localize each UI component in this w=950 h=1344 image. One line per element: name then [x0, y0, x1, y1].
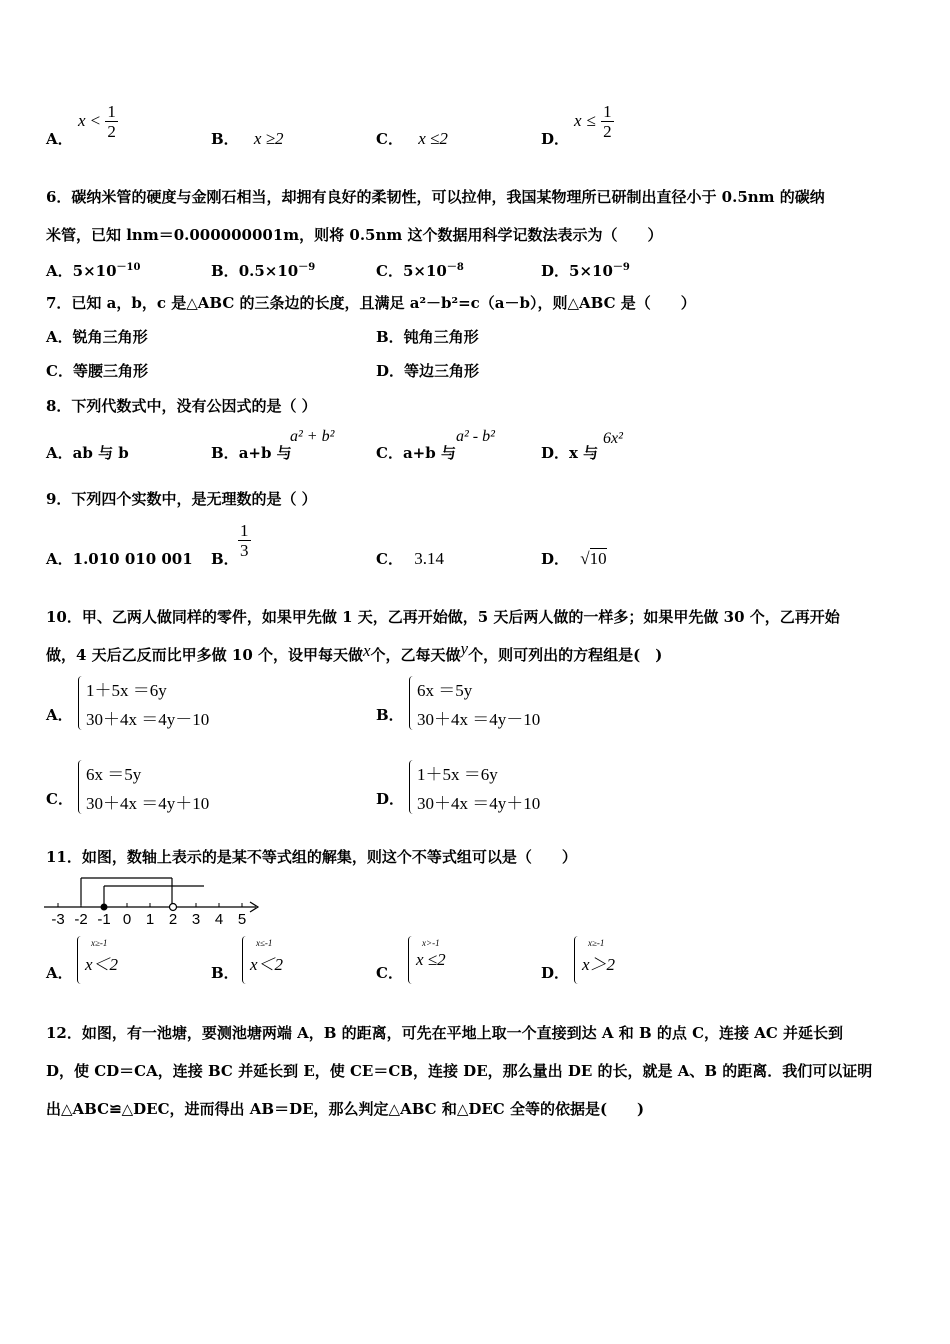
q5-option-c[interactable]: C． x ≤2: [376, 129, 448, 148]
q11-option-c[interactable]: C．: [376, 964, 403, 982]
fraction: $\frac{1}{2}$: [603, 102, 612, 141]
fraction: $\frac{1}{2}$: [107, 102, 116, 141]
tick-label: 1: [145, 911, 155, 928]
tick-label: -2: [74, 911, 88, 928]
q8-option-d-math: 6x²: [603, 430, 623, 447]
q9-option-d[interactable]: D． √10: [541, 549, 607, 568]
q7-option-d[interactable]: D．等边三角形: [376, 362, 480, 380]
q10-stem-line2: 做，4 天后乙反而比甲多做 10 个，设甲每天做x个，乙每天做y个，则可列出的方程组是( ): [46, 639, 663, 664]
q9-option-b-fraction: $\frac{1}{3}$: [240, 521, 249, 560]
q10-stem-line1: 10．甲、乙两人做同样的零件，如果甲先做 1 天，乙再开始做，5 天后两人做的一样多；如果甲先做 30 个，乙再开始: [46, 608, 840, 626]
q7-stem: 7．已知 a，b，c 是△ABC 的三条边的长度，且满足 a²－b²=c（a－b），则△ABC 是（ ）: [46, 294, 696, 312]
q6-stem-line2: 米管，已知 lnm＝0.000000001m，则将 0.5nm 这个数据用科学记数法表示为（ ）: [46, 226, 663, 244]
q10-option-a-system: 1＋5x ＝6y 30＋4x ＝4y－10: [78, 676, 278, 734]
q12-stem-line2: D，使 CD＝CA，连接 BC 并延长到 E，使 CE＝CB，连接 DE，那么量出 DE 的长，就是 A、B 的距离．我们可以证明: [46, 1062, 873, 1080]
q9-option-b[interactable]: B．: [211, 550, 239, 568]
q8-option-a[interactable]: A．ab 与 b: [46, 444, 129, 462]
q10-option-b[interactable]: B．: [376, 706, 404, 724]
closed-point: [101, 904, 108, 911]
q11-stem: 11．如图，数轴上表示的是某不等式组的解集，则这个不等式组可以是（ ）: [46, 848, 577, 866]
q8-option-d[interactable]: D．x 与: [541, 444, 599, 462]
tick-label: 5: [237, 911, 247, 928]
tick-label: 3: [191, 911, 201, 928]
q8-option-b-math: a² + b²: [290, 428, 335, 445]
q8-option-c-math: a² - b²: [456, 428, 495, 445]
q12-stem-line1: 12．如图，有一池塘，要测池塘两端 A，B 的距离，可先在平地上取一个直接到达 A 和 B 的点 C，连接 AC 并延长到: [46, 1024, 844, 1042]
q8-option-c[interactable]: C．a+b 与: [376, 444, 456, 462]
q5-option-b[interactable]: B． x ≥2: [211, 129, 284, 148]
q5-option-a-math: x < $\frac{1}{2}$: [78, 102, 116, 141]
q6-option-c[interactable]: C．$5\times 10^{-8}$: [376, 262, 464, 280]
brace-icon: [408, 936, 413, 984]
q8-stem: 8．下列代数式中，没有公因式的是（ ）: [46, 397, 317, 415]
brace-icon: [78, 676, 84, 730]
q9-option-a[interactable]: A．1.010 010 001: [46, 550, 193, 568]
q6-option-b[interactable]: B．$0.5\times 10^{-9}$: [211, 262, 316, 280]
q11-option-b[interactable]: B．: [211, 964, 239, 982]
brace-icon: [77, 936, 82, 984]
q10-option-c-system: 6x ＝5y 30＋4x ＝4y＋10: [78, 760, 278, 818]
brace-icon: [78, 760, 84, 814]
q10-option-d-system: 1＋5x ＝6y 30＋4x ＝4y＋10: [409, 760, 609, 818]
tick-label: 0: [122, 911, 132, 928]
q6-option-d[interactable]: D．$5\times 10^{-9}$: [541, 262, 630, 280]
brace-icon: [409, 760, 415, 814]
tick-label: 4: [214, 911, 224, 928]
brace-icon: [574, 936, 579, 984]
q12-stem-line3: 出△ABC≌△DEC，进而得出 AB＝DE，那么判定△ABC 和△DEC 全等的依据是( ): [46, 1100, 645, 1118]
tick-label: 2: [168, 911, 178, 928]
q10-option-b-system: 6x ＝5y 30＋4x ＝4y－10: [409, 676, 609, 734]
option-label: A．: [46, 130, 73, 148]
q7-option-a[interactable]: A．锐角三角形: [46, 328, 148, 346]
tick-label: -3: [51, 911, 65, 928]
q5-option-d-math: x ≤ $\frac{1}{2}$: [574, 102, 612, 141]
q5-option-d[interactable]: D．: [541, 130, 570, 148]
q9-stem: 9．下列四个实数中，是无理数的是（ ）: [46, 490, 317, 508]
q5-option-a[interactable]: [46, 128, 73, 149]
q7-option-c[interactable]: C．等腰三角形: [46, 362, 148, 380]
number-line-figure: [42, 870, 267, 932]
q11-option-a[interactable]: A．: [46, 964, 73, 982]
q9-option-c[interactable]: C． 3.14: [376, 549, 444, 568]
q11-option-d[interactable]: D．: [541, 964, 570, 982]
q6-stem-line1: 6．碳纳米管的硬度与金刚石相当，却拥有良好的柔韧性，可以拉伸，我国某物理所已研制出直径小于 0.5nm 的碳纳: [46, 188, 825, 206]
open-point: [170, 904, 177, 911]
tick-label: -1: [97, 911, 111, 928]
brace-icon: [409, 676, 415, 730]
q7-option-b[interactable]: B．钝角三角形: [376, 328, 479, 346]
q6-option-a[interactable]: A．$5\times 10^{-10}$: [46, 262, 141, 280]
q8-option-b[interactable]: B．a+b 与: [211, 444, 292, 462]
brace-icon: [242, 936, 247, 984]
q10-option-c[interactable]: C．: [46, 790, 73, 808]
q10-option-d[interactable]: D．: [376, 790, 405, 808]
q10-option-a[interactable]: A．: [46, 706, 73, 724]
